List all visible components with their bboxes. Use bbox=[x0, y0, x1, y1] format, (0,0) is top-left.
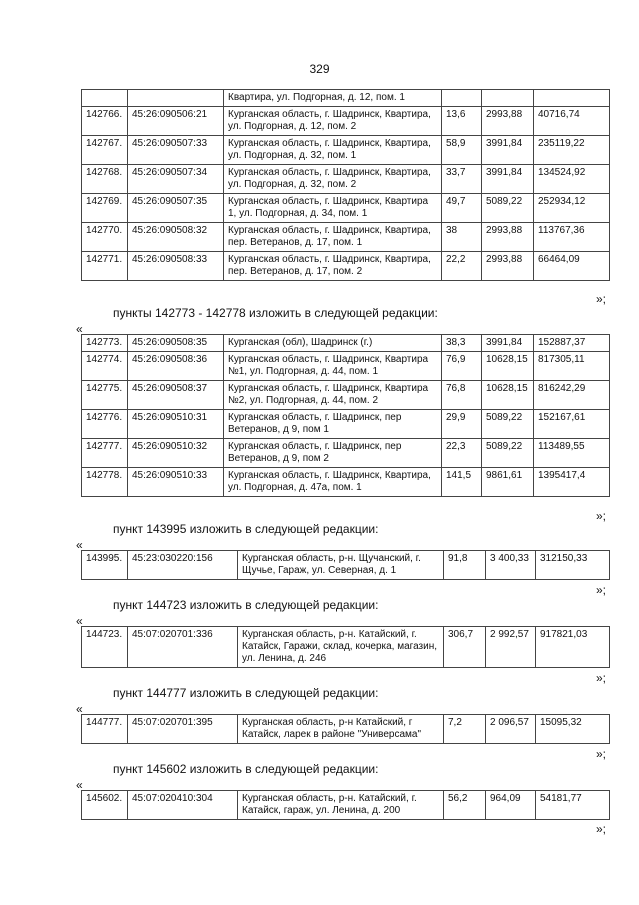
value-cell bbox=[534, 90, 610, 107]
address-cell: Курганская область, г. Шадринск, Квартира, ул. Подгорная, д. 32, пом. 2 bbox=[224, 165, 442, 194]
address-cell: Курганская область, г. Шадринск, Квартира, ул. Подгорная, д. 32, пом. 1 bbox=[224, 136, 442, 165]
area-cell bbox=[442, 90, 482, 107]
cadastral-number-cell: 45:26:090510:33 bbox=[128, 468, 224, 497]
cadastral-number-cell: 45:07:020701:336 bbox=[128, 627, 238, 668]
row-number-cell bbox=[82, 90, 128, 107]
value-cell: 1395417,4 bbox=[534, 468, 610, 497]
cadastral-number-cell: 45:26:090506:21 bbox=[128, 107, 224, 136]
row-number-cell: 142767. bbox=[82, 136, 128, 165]
row-number-cell: 142776. bbox=[82, 410, 128, 439]
rate-cell: 3991,84 bbox=[482, 165, 534, 194]
value-cell: 252934,12 bbox=[534, 194, 610, 223]
registry-table-amended bbox=[81, 714, 610, 744]
cadastral-number-cell: 45:23:030220:156 bbox=[128, 551, 238, 580]
registry-table-continued bbox=[81, 89, 610, 281]
closing-quote: »; bbox=[595, 671, 606, 685]
opening-quote: « bbox=[76, 538, 83, 552]
address-cell: Курганская область, р-н. Катайский, г. Катайск, гараж, ул. Ленина, д. 200 bbox=[238, 791, 444, 820]
amendment-heading: пункт 143995 изложить в следующей редакции: bbox=[113, 522, 379, 536]
row-number-cell: 144777. bbox=[82, 715, 128, 744]
table-row bbox=[82, 136, 610, 165]
table-row bbox=[82, 107, 610, 136]
area-cell: 91,8 bbox=[444, 551, 486, 580]
rate-cell: 10628,15 bbox=[482, 381, 534, 410]
amendment-heading: пункт 144723 изложить в следующей редакции: bbox=[113, 598, 379, 612]
table-row bbox=[82, 627, 610, 668]
rate-cell: 10628,15 bbox=[482, 352, 534, 381]
registry-table-amended bbox=[81, 790, 610, 820]
table-row bbox=[82, 381, 610, 410]
cadastral-number-cell: 45:26:090510:32 bbox=[128, 439, 224, 468]
area-cell: 7,2 bbox=[444, 715, 486, 744]
rate-cell: 5089,22 bbox=[482, 410, 534, 439]
value-cell: 113767,36 bbox=[534, 223, 610, 252]
value-cell: 54181,77 bbox=[536, 791, 610, 820]
address-cell: Курганская область, г. Шадринск, пер Ветеранов, д 9, пом 1 bbox=[224, 410, 442, 439]
table-row bbox=[82, 223, 610, 252]
value-cell: 40716,74 bbox=[534, 107, 610, 136]
area-cell: 38 bbox=[442, 223, 482, 252]
table-row bbox=[82, 90, 610, 107]
table-row bbox=[82, 352, 610, 381]
rate-cell: 3991,84 bbox=[482, 335, 534, 352]
opening-quote: « bbox=[76, 778, 83, 792]
cadastral-number-cell: 45:26:090508:35 bbox=[128, 335, 224, 352]
row-number-cell: 143995. bbox=[82, 551, 128, 580]
value-cell: 134524,92 bbox=[534, 165, 610, 194]
cadastral-number-cell: 45:26:090507:35 bbox=[128, 194, 224, 223]
address-cell: Курганская область, г. Шадринск, Квартира, пер. Ветеранов, д. 17, пом. 1 bbox=[224, 223, 442, 252]
registry-table-amended bbox=[81, 550, 610, 580]
opening-quote: « bbox=[76, 702, 83, 716]
area-cell: 22,3 bbox=[442, 439, 482, 468]
rate-cell: 2993,88 bbox=[482, 107, 534, 136]
row-number-cell: 142769. bbox=[82, 194, 128, 223]
row-number-cell: 142770. bbox=[82, 223, 128, 252]
closing-quote: »; bbox=[595, 822, 606, 836]
cadastral-number-cell: 45:26:090507:34 bbox=[128, 165, 224, 194]
address-cell: Курганская область, р-н. Катайский, г. Катайск, Гаражи, склад, кочерка, магазин, ул. Ленина, д. 246 bbox=[238, 627, 444, 668]
row-number-cell: 142773. bbox=[82, 335, 128, 352]
area-cell: 76,9 bbox=[442, 352, 482, 381]
address-cell: Квартира, ул. Подгорная, д. 12, пом. 1 bbox=[224, 90, 442, 107]
area-cell: 49,7 bbox=[442, 194, 482, 223]
closing-quote: »; bbox=[595, 583, 606, 597]
address-cell: Курганская область, р-н. Щучанский, г. Щучье, Гараж, ул. Северная, д. 1 bbox=[238, 551, 444, 580]
cadastral-number-cell bbox=[128, 90, 224, 107]
row-number-cell: 142766. bbox=[82, 107, 128, 136]
row-number-cell: 142775. bbox=[82, 381, 128, 410]
value-cell: 235119,22 bbox=[534, 136, 610, 165]
table-row bbox=[82, 252, 610, 281]
area-cell: 38,3 bbox=[442, 335, 482, 352]
rate-cell: 9861,61 bbox=[482, 468, 534, 497]
table-row bbox=[82, 791, 610, 820]
opening-quote: « bbox=[76, 614, 83, 628]
row-number-cell: 142777. bbox=[82, 439, 128, 468]
cadastral-number-cell: 45:26:090508:32 bbox=[128, 223, 224, 252]
cadastral-number-cell: 45:26:090508:37 bbox=[128, 381, 224, 410]
rate-cell: 964,09 bbox=[486, 791, 536, 820]
row-number-cell: 145602. bbox=[82, 791, 128, 820]
value-cell: 817305,11 bbox=[534, 352, 610, 381]
address-cell: Курганская область, р-н Катайский, г Катайск, ларек в районе "Универсама" bbox=[238, 715, 444, 744]
amendment-heading: пункт 144777 изложить в следующей редакции: bbox=[113, 686, 379, 700]
cadastral-number-cell: 45:26:090508:36 bbox=[128, 352, 224, 381]
address-cell: Курганская область, г. Шадринск, пер Ветеранов, д 9, пом 2 bbox=[224, 439, 442, 468]
address-cell: Курганская (обл), Шадринск (г.) bbox=[224, 335, 442, 352]
table-row bbox=[82, 468, 610, 497]
table-row bbox=[82, 715, 610, 744]
address-cell: Курганская область, г. Шадринск, Квартира, ул. Подгорная, д. 47а, пом. 1 bbox=[224, 468, 442, 497]
registry-table-amended bbox=[81, 334, 610, 497]
area-cell: 33,7 bbox=[442, 165, 482, 194]
row-number-cell: 142768. bbox=[82, 165, 128, 194]
table-row bbox=[82, 335, 610, 352]
rate-cell: 2 992,57 bbox=[486, 627, 536, 668]
closing-quote: »; bbox=[595, 747, 606, 761]
table-row bbox=[82, 194, 610, 223]
value-cell: 917821,03 bbox=[536, 627, 610, 668]
row-number-cell: 142778. bbox=[82, 468, 128, 497]
row-number-cell: 142774. bbox=[82, 352, 128, 381]
cadastral-number-cell: 45:26:090507:33 bbox=[128, 136, 224, 165]
area-cell: 22,2 bbox=[442, 252, 482, 281]
address-cell: Курганская область, г. Шадринск, Квартира, пер. Ветеранов, д. 17, пом. 2 bbox=[224, 252, 442, 281]
address-cell: Курганская область, г. Шадринск, Квартира 1, ул. Подгорная, д. 34, пом. 1 bbox=[224, 194, 442, 223]
area-cell: 56,2 bbox=[444, 791, 486, 820]
cadastral-number-cell: 45:07:020701:395 bbox=[128, 715, 238, 744]
rate-cell: 5089,22 bbox=[482, 194, 534, 223]
rate-cell: 2 096,57 bbox=[486, 715, 536, 744]
cadastral-number-cell: 45:26:090508:33 bbox=[128, 252, 224, 281]
rate-cell: 3991,84 bbox=[482, 136, 534, 165]
closing-quote: »; bbox=[595, 292, 606, 306]
value-cell: 152167,61 bbox=[534, 410, 610, 439]
area-cell: 306,7 bbox=[444, 627, 486, 668]
rate-cell: 3 400,33 bbox=[486, 551, 536, 580]
amendment-heading: пункты 142773 - 142778 изложить в следующей редакции: bbox=[113, 306, 438, 320]
table-row bbox=[82, 551, 610, 580]
value-cell: 312150,33 bbox=[536, 551, 610, 580]
value-cell: 15095,32 bbox=[536, 715, 610, 744]
row-number-cell: 144723. bbox=[82, 627, 128, 668]
cadastral-number-cell: 45:26:090510:31 bbox=[128, 410, 224, 439]
table-row bbox=[82, 410, 610, 439]
address-cell: Курганская область, г. Шадринск, Квартира №2, ул. Подгорная, д. 44, пом. 2 bbox=[224, 381, 442, 410]
rate-cell: 2993,88 bbox=[482, 252, 534, 281]
value-cell: 152887,37 bbox=[534, 335, 610, 352]
registry-table-amended bbox=[81, 626, 610, 668]
area-cell: 76,8 bbox=[442, 381, 482, 410]
address-cell: Курганская область, г. Шадринск, Квартира №1, ул. Подгорная, д. 44, пом. 1 bbox=[224, 352, 442, 381]
area-cell: 29,9 bbox=[442, 410, 482, 439]
page-number: 329 bbox=[309, 62, 330, 76]
value-cell: 66464,09 bbox=[534, 252, 610, 281]
closing-quote: »; bbox=[595, 509, 606, 523]
amendment-heading: пункт 145602 изложить в следующей редакции: bbox=[113, 762, 379, 776]
table-row bbox=[82, 439, 610, 468]
row-number-cell: 142771. bbox=[82, 252, 128, 281]
area-cell: 141,5 bbox=[442, 468, 482, 497]
rate-cell bbox=[482, 90, 534, 107]
value-cell: 113489,55 bbox=[534, 439, 610, 468]
value-cell: 816242,29 bbox=[534, 381, 610, 410]
area-cell: 13,6 bbox=[442, 107, 482, 136]
area-cell: 58,9 bbox=[442, 136, 482, 165]
table-row bbox=[82, 165, 610, 194]
rate-cell: 5089,22 bbox=[482, 439, 534, 468]
cadastral-number-cell: 45:07:020410:304 bbox=[128, 791, 238, 820]
opening-quote: « bbox=[76, 322, 83, 336]
address-cell: Курганская область, г. Шадринск, Квартира, ул. Подгорная, д. 12, пом. 2 bbox=[224, 107, 442, 136]
rate-cell: 2993,88 bbox=[482, 223, 534, 252]
